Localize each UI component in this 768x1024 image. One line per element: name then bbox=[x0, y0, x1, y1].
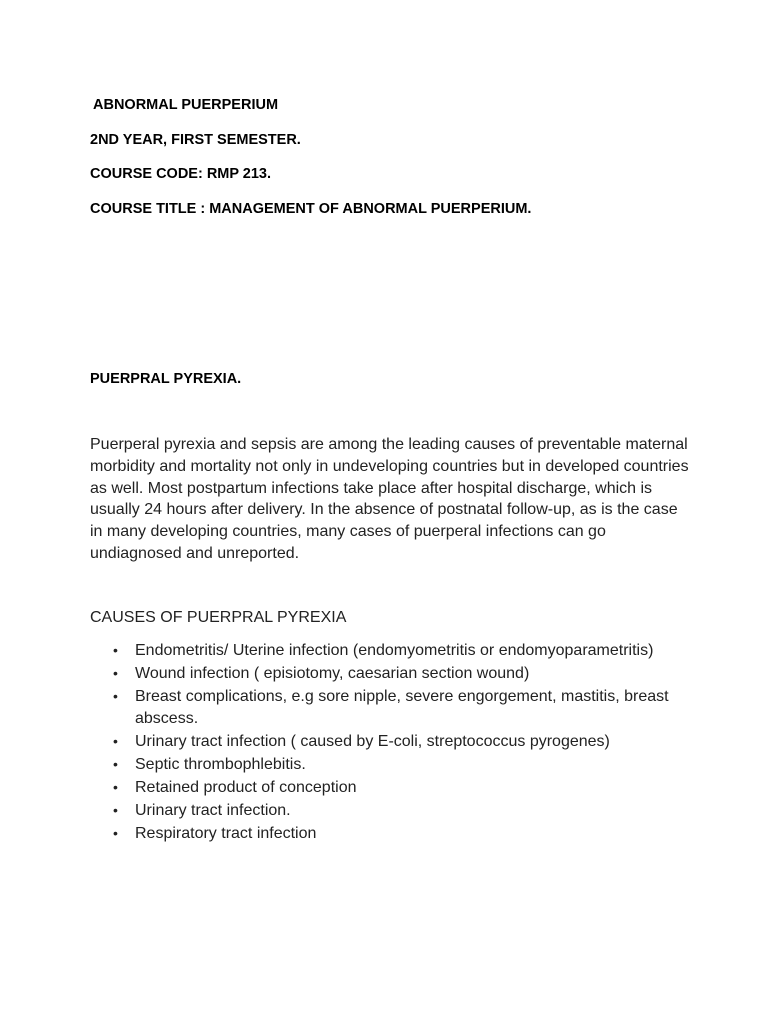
document-title: ABNORMAL PUERPERIUM bbox=[93, 97, 279, 113]
section-heading: PUERPRAL PYREXIA. bbox=[90, 371, 242, 387]
causes-heading: CAUSES OF PUERPRAL PYREXIA bbox=[90, 609, 347, 626]
list-item bbox=[0, 731, 690, 753]
causes-list bbox=[0, 640, 690, 846]
year-semester: 2ND YEAR, FIRST SEMESTER. bbox=[90, 132, 301, 148]
list-item-text: Septic thrombophlebitis. bbox=[135, 755, 306, 773]
list-item bbox=[0, 686, 690, 730]
list-item-text: Endometritis/ Uterine infection (endomyometritis or endomyoparametritis) bbox=[135, 642, 654, 659]
list-item bbox=[0, 640, 690, 662]
list-item bbox=[0, 754, 690, 776]
list-item bbox=[0, 800, 690, 822]
list-item-text: Breast complications, e.g sore nipple, severe engorgement, mastitis, breast abscess. bbox=[135, 687, 669, 727]
list-item bbox=[0, 663, 690, 685]
list-item bbox=[0, 777, 690, 799]
course-code: COURSE CODE: RMP 213. bbox=[90, 166, 272, 182]
list-item-text: Wound infection ( episiotomy, caesarian section wound) bbox=[135, 664, 530, 682]
bullet-icon: • bbox=[113, 664, 118, 681]
list-item-text: Urinary tract infection. bbox=[135, 801, 291, 819]
list-item-text: Respiratory tract infection bbox=[135, 824, 317, 842]
bullet-icon: • bbox=[113, 642, 118, 658]
intro-paragraph: Puerperal pyrexia and sepsis are among the leading causes of preventable maternal morbidity and mortality not only in undeveloping countries but in developed countries as well. Most postpartum infections take place after hospital discharge, which is usually 24 hours after delivery. In the absence of postnatal follow-up, as is the case in many developing countries, many cases of puerperal infections can go undiagnosed and unreported. bbox=[90, 436, 689, 562]
bullet-icon: • bbox=[113, 778, 118, 795]
bullet-icon: • bbox=[113, 732, 118, 749]
bullet-icon: • bbox=[113, 755, 118, 772]
bullet-icon: • bbox=[113, 687, 118, 704]
list-item bbox=[0, 823, 690, 845]
bullet-icon: • bbox=[113, 824, 118, 841]
list-item-text: Retained product of conception bbox=[135, 778, 357, 796]
list-item-text: Urinary tract infection ( caused by E-coli, streptococcus pyrogenes) bbox=[135, 732, 610, 750]
course-title: COURSE TITLE : MANAGEMENT OF ABNORMAL PUERPERIUM. bbox=[90, 201, 532, 217]
bullet-icon: • bbox=[113, 801, 118, 818]
